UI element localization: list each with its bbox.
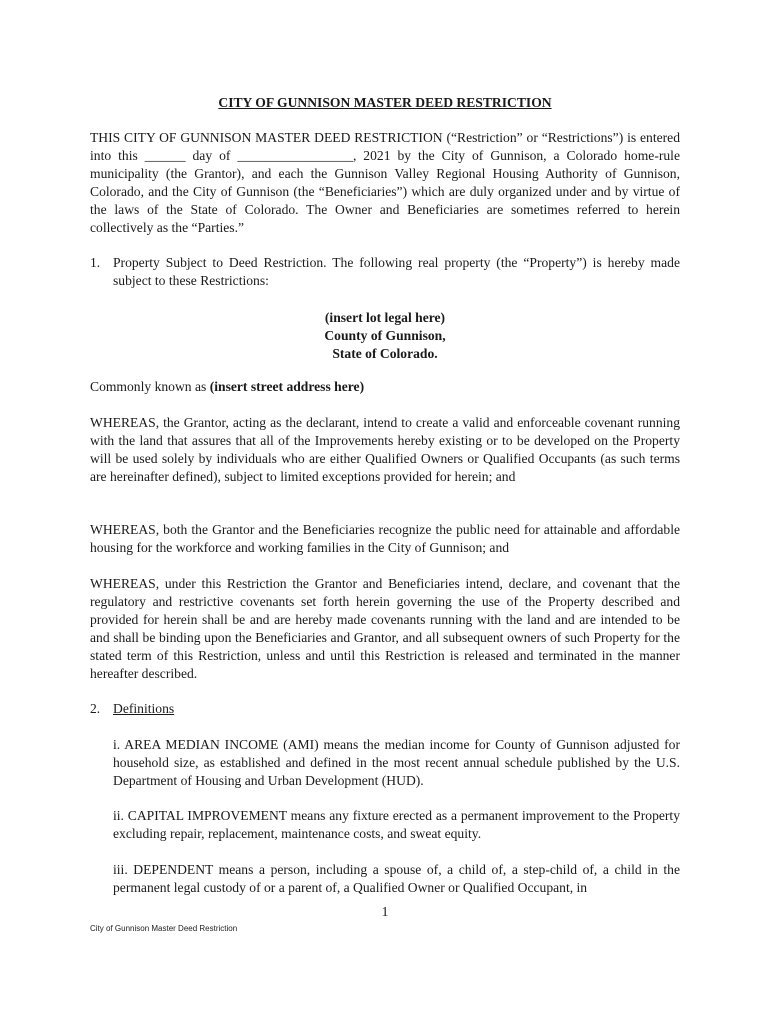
section-2-number: 2. — [90, 701, 101, 716]
section-2-heading: Definitions — [113, 701, 175, 716]
definition-ami: i. AREA MEDIAN INCOME (AMI) means the median income for County of Gunnison adjusted for household size, as established and defined in the most recent annual schedule published by the U.S. Department of Housing and Urban Development (HUD). — [113, 737, 680, 788]
document-title: CITY OF GUNNISON MASTER DEED RESTRICTION — [218, 95, 552, 110]
definition-dependent: iii. DEPENDENT means a person, including a spouse of, a child of, a step-child of, a child in the permanent legal custody of or a parent of, a Qualified Owner or Qualified Occupant, in — [113, 862, 680, 895]
whereas-paragraph-3: WHEREAS, under this Restriction the Grantor and Beneficiaries intend, declare, and covenant that the regulatory and restrictive covenants set forth herein governing the use of the Property described and provided for herein shall be and are hereby made covenants running with the land and are intended to be and shall be binding upon the Beneficiaries and Grantor, and all subsequent owners of such Property for the stated term of this Restriction, unless and until this Restriction is released and terminated in the manner hereafter described. — [90, 576, 680, 681]
section-1 — [90, 254, 680, 290]
section-1-text: Property Subject to Deed Restriction. The following real property (the “Property”) is hereby made subject to these Restrictions: — [113, 255, 680, 288]
commonly-known-line — [90, 378, 680, 396]
whereas-paragraph-1: WHEREAS, the Grantor, acting as the declarant, intend to create a valid and enforceable covenant running with the land that assures that all of the Improvements hereby existing or to be developed on the Property will be used solely by individuals who are either Qualified Owners or Qualified Occupants (as such terms are hereinafter defined), subject to limited exceptions provided for herein; and — [90, 415, 680, 484]
definition-capital-improvement: ii. CAPITAL IMPROVEMENT means any fixture erected as a permanent improvement to the Property excluding repair, replacement, maintenance costs, and sweat equity. — [113, 808, 680, 841]
page-number: 1 — [381, 905, 389, 920]
street-address-placeholder: (insert street address here) — [209, 379, 365, 394]
legal-line-state: State of Colorado. — [332, 346, 438, 361]
section-2 — [90, 700, 680, 718]
page-footer: City of Gunnison Master Deed Restriction — [90, 924, 238, 933]
commonly-known-prefix: Commonly known as — [90, 379, 210, 394]
whereas-paragraph-2: WHEREAS, both the Grantor and the Beneficiaries recognize the public need for attainable and affordable housing for the workforce and working families in the City of Gunnison; and — [90, 522, 680, 555]
legal-description-block — [90, 309, 680, 363]
intro-paragraph: THIS CITY OF GUNNISON MASTER DEED RESTRICTION (“Restriction” or “Restrictions”) is entered into this ______ day of _________________, 2021 by the City of Gunnison, a Colorado home-rule municipality (the Grantor), and each the Gunnison Valley Regional Housing Authority of Gunnison, Colorado, and the City of Gunnison (the “Beneficiaries”) which are duly organized under and by virtue of the laws of the State of Colorado. The Owner and Beneficiaries are sometimes referred to herein collectively as the “Parties.” — [90, 130, 680, 235]
section-1-number: 1. — [90, 255, 101, 270]
legal-line-lot: (insert lot legal here) — [324, 310, 446, 325]
legal-line-county: County of Gunnison, — [324, 328, 446, 343]
